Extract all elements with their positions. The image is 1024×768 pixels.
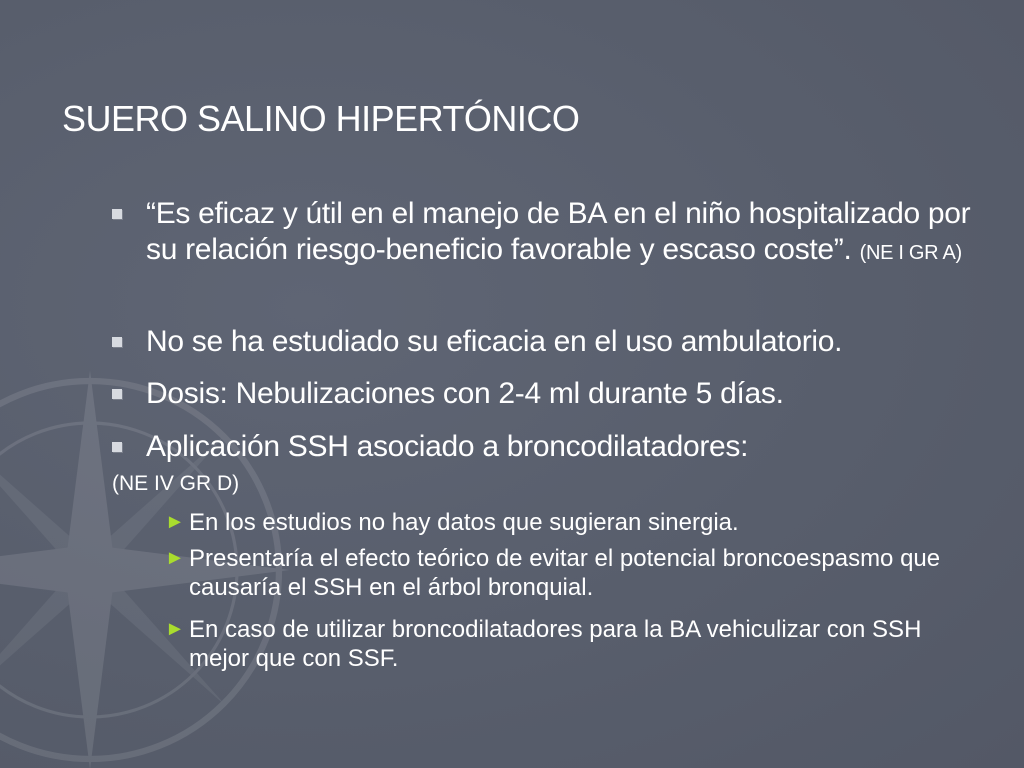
- bullet-item: [112, 376, 992, 412]
- bullet-item: [112, 324, 992, 360]
- evidence-level-note: (NE IV GR D): [112, 472, 240, 495]
- square-bullet-icon: [112, 337, 122, 347]
- bullet-text: [146, 196, 992, 271]
- evidence-level-note: (NE I GR A): [859, 242, 962, 264]
- bullet-main-text: “Es eficaz y útil en el manejo de BA en el niño hospitalizado por su relación riesgo-beneficio favorable y escaso coste”.: [146, 197, 971, 266]
- sub-bullet-item: [165, 544, 965, 602]
- sub-bullet-text: En caso de utilizar broncodilatadores para la BA vehiculizar con SSH mejor que con SSF.: [189, 616, 922, 672]
- slide-title: SUERO SALINO HIPERTÓNICO: [62, 98, 580, 139]
- sub-bullet-item: [165, 508, 965, 537]
- sub-bullet-item: [165, 615, 965, 673]
- sub-bullet-text: En los estudios no hay datos que sugieran sinergia.: [189, 509, 739, 536]
- bullet-text: Dosis: Nebulizaciones con 2-4 ml durante 5 días.: [146, 377, 784, 410]
- bullet-text: Aplicación SSH asociado a broncodilatadores:: [146, 430, 749, 463]
- square-bullet-icon: [112, 442, 122, 452]
- bullet-text: No se ha estudiado su eficacia en el uso ambulatorio.: [146, 325, 843, 358]
- square-bullet-icon: [112, 209, 122, 219]
- square-bullet-icon: [112, 389, 122, 399]
- arrow-right-icon: ►: [165, 511, 185, 533]
- sub-bullet-text: Presentaría el efecto teórico de evitar el potencial broncoespasmo que causaría el SSH en el árbol bronquial.: [189, 545, 941, 601]
- bullet-item: [112, 429, 992, 465]
- arrow-right-icon: ►: [165, 547, 185, 569]
- bullet-item: [112, 196, 992, 271]
- arrow-right-icon: ►: [165, 618, 185, 640]
